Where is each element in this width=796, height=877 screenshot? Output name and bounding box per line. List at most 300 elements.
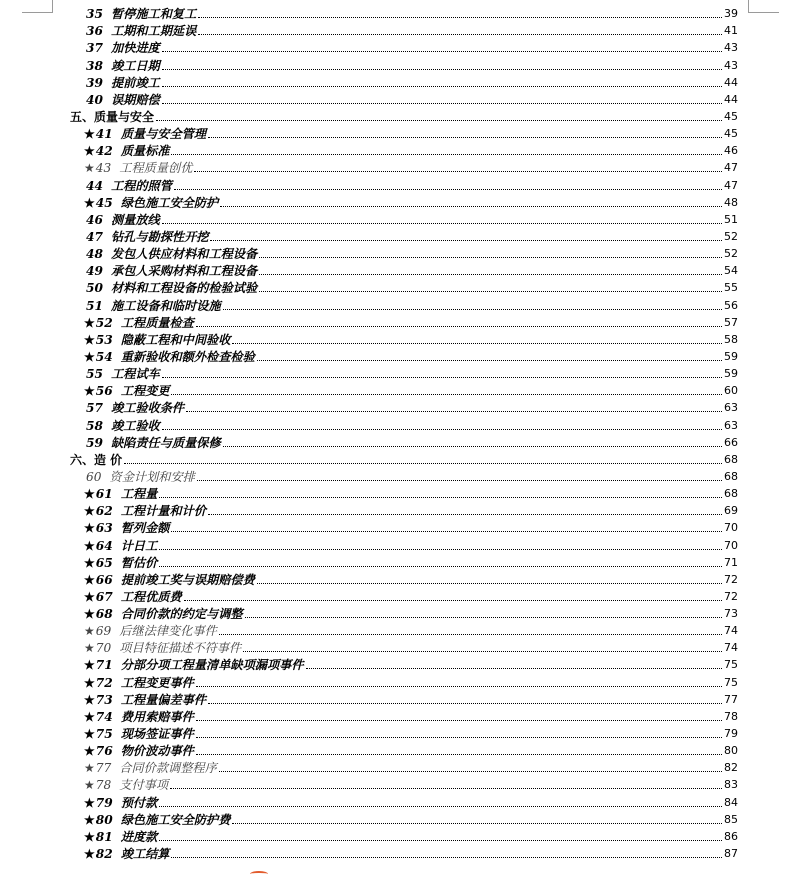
dot-leader bbox=[171, 154, 722, 155]
toc-entry-title: 测量放线 bbox=[110, 212, 160, 227]
toc-entry-number: 56 bbox=[95, 384, 113, 399]
dot-leader bbox=[159, 549, 722, 550]
toc-entry-label bbox=[70, 144, 169, 158]
toc-entry[interactable] bbox=[70, 433, 738, 450]
toc-page-number: 43 bbox=[724, 41, 738, 55]
toc-entry-title: 工程质量创优 bbox=[119, 161, 193, 176]
dot-leader bbox=[184, 600, 722, 601]
toc-entry-title: 误期赔偿 bbox=[110, 92, 160, 107]
toc-entry-title: 暂列金额 bbox=[120, 521, 170, 536]
toc-entry-number: 63 bbox=[95, 521, 113, 536]
toc-entry[interactable] bbox=[70, 810, 738, 827]
toc-page-number: 56 bbox=[724, 298, 738, 312]
toc-entry-title: 现场签证事件 bbox=[120, 727, 194, 742]
toc-entry-title: 加快进度 bbox=[110, 41, 160, 56]
toc-entry-label bbox=[70, 333, 230, 347]
toc-entry-label bbox=[70, 316, 194, 330]
toc-entry-number: 59 bbox=[86, 435, 103, 450]
toc-entry[interactable] bbox=[70, 553, 738, 570]
toc-entry[interactable] bbox=[70, 124, 738, 141]
toc-entry[interactable] bbox=[70, 158, 738, 175]
toc-page-number: 47 bbox=[724, 178, 738, 192]
toc-entry-number: 45 bbox=[95, 195, 113, 210]
star-icon: ★ bbox=[84, 795, 95, 810]
toc-entry-label bbox=[70, 676, 194, 690]
toc-entry-number: 38 bbox=[86, 58, 103, 73]
toc-page-number: 44 bbox=[724, 92, 738, 106]
toc-entry-title: 物价波动事件 bbox=[120, 744, 194, 759]
toc-page-number: 52 bbox=[724, 229, 738, 243]
toc-page-number: 59 bbox=[724, 349, 738, 363]
toc-entry[interactable] bbox=[70, 792, 738, 809]
dot-leader bbox=[162, 103, 722, 104]
toc-entry-number: 47 bbox=[86, 229, 103, 244]
toc-entry-title: 绿色施工安全防护费 bbox=[120, 812, 231, 827]
toc-entry-title: 竣工结算 bbox=[120, 847, 170, 862]
table-of-contents bbox=[70, 4, 738, 861]
toc-entry[interactable] bbox=[70, 261, 738, 278]
toc-entry-title: 提前竣工 bbox=[110, 75, 160, 90]
toc-entry-label bbox=[70, 556, 157, 570]
toc-entry-title: 工程质量检查 bbox=[120, 315, 194, 330]
toc-entry-title: 工期和工期延误 bbox=[110, 24, 197, 39]
toc-entry-number: 35 bbox=[86, 7, 103, 22]
toc-entry[interactable] bbox=[70, 227, 738, 244]
toc-page-number: 54 bbox=[724, 264, 738, 278]
toc-entry[interactable] bbox=[70, 638, 738, 655]
toc-entry[interactable] bbox=[70, 655, 738, 672]
toc-entry[interactable] bbox=[70, 90, 738, 107]
toc-entry-number: 61 bbox=[95, 487, 113, 502]
star-icon: ★ bbox=[84, 349, 95, 364]
dot-leader bbox=[232, 343, 722, 344]
toc-entry-label bbox=[70, 590, 182, 604]
toc-entry-title: 资金计划和安排 bbox=[109, 469, 195, 484]
dot-leader bbox=[208, 514, 722, 515]
star-icon: ★ bbox=[84, 641, 95, 656]
toc-entry[interactable] bbox=[70, 570, 738, 587]
dot-leader bbox=[208, 703, 722, 704]
dot-leader bbox=[124, 463, 722, 464]
dot-leader bbox=[196, 326, 722, 327]
toc-page-number: 68 bbox=[724, 452, 738, 466]
toc-entry[interactable] bbox=[70, 518, 738, 535]
toc-page-number: 75 bbox=[724, 675, 738, 689]
toc-entry-label bbox=[70, 161, 192, 175]
dot-leader bbox=[243, 651, 722, 652]
dot-leader bbox=[220, 206, 722, 207]
toc-section-heading[interactable] bbox=[70, 450, 738, 467]
toc-entry-number: 67 bbox=[95, 589, 113, 604]
toc-entry[interactable] bbox=[70, 295, 738, 312]
toc-entry-number: 50 bbox=[86, 281, 103, 296]
toc-entry-number: 57 bbox=[86, 401, 103, 416]
toc-entry-label bbox=[70, 367, 160, 381]
toc-entry-number: 73 bbox=[95, 692, 113, 707]
toc-entry[interactable] bbox=[70, 278, 738, 295]
star-icon: ★ bbox=[84, 624, 95, 639]
toc-entry-number: 70 bbox=[95, 641, 112, 656]
dot-leader bbox=[232, 823, 722, 824]
dot-leader bbox=[162, 223, 722, 224]
toc-entry-label bbox=[70, 693, 206, 707]
toc-entry[interactable] bbox=[70, 313, 738, 330]
toc-entry[interactable] bbox=[70, 415, 738, 432]
toc-entry-title: 工程变更 bbox=[120, 384, 170, 399]
star-icon: ★ bbox=[84, 761, 95, 776]
toc-entry-title: 施工设备和临时设施 bbox=[110, 298, 221, 313]
toc-page-number: 87 bbox=[724, 847, 738, 861]
toc-entry-title: 预付款 bbox=[120, 795, 158, 810]
toc-page-number: 82 bbox=[724, 761, 738, 775]
toc-page-number: 52 bbox=[724, 247, 738, 261]
toc-page-number: 63 bbox=[724, 418, 738, 432]
toc-entry[interactable] bbox=[70, 844, 738, 861]
toc-entry-title: 分部分项工程量清单缺项漏项事件 bbox=[120, 658, 304, 673]
toc-entry-label bbox=[70, 710, 194, 724]
toc-entry-title: 合同价款调整程序 bbox=[119, 761, 217, 776]
dot-leader bbox=[259, 291, 722, 292]
toc-entry-number: 48 bbox=[86, 247, 103, 262]
toc-page-number: 74 bbox=[724, 641, 738, 655]
star-icon: ★ bbox=[84, 744, 95, 759]
toc-page-number: 79 bbox=[724, 727, 738, 741]
dot-leader bbox=[162, 377, 722, 378]
toc-entry-label bbox=[70, 93, 160, 107]
toc-page-number: 74 bbox=[724, 624, 738, 638]
toc-entry[interactable] bbox=[70, 21, 738, 38]
toc-entry[interactable] bbox=[70, 330, 738, 347]
toc-entry-label bbox=[70, 299, 221, 313]
toc-page-number: 84 bbox=[724, 795, 738, 809]
toc-entry-title: 工程优质费 bbox=[120, 589, 182, 604]
toc-page-number: 72 bbox=[724, 572, 738, 586]
toc-entry-number: 53 bbox=[95, 332, 113, 347]
star-icon: ★ bbox=[84, 812, 95, 827]
toc-entry-title: 隐蔽工程和中间验收 bbox=[120, 332, 231, 347]
dot-leader bbox=[171, 857, 722, 858]
toc-entry-title: 缺陷责任与质量保修 bbox=[110, 435, 221, 450]
toc-entry-title: 进度款 bbox=[120, 829, 158, 844]
toc-entry-number: 46 bbox=[86, 212, 103, 227]
toc-page-number: 41 bbox=[724, 24, 738, 38]
toc-entry-number: 44 bbox=[86, 178, 103, 193]
toc-entry-label bbox=[70, 744, 194, 758]
dot-leader bbox=[259, 257, 722, 258]
toc-entry-number: 65 bbox=[95, 555, 113, 570]
toc-entry-title: 钻孔与勘探性开挖 bbox=[110, 229, 209, 244]
toc-entry[interactable] bbox=[70, 193, 738, 210]
toc-entry-title: 重新验收和额外检查检验 bbox=[120, 349, 255, 364]
toc-entry-number: 60 bbox=[86, 469, 102, 484]
star-icon: ★ bbox=[84, 315, 95, 330]
dot-leader bbox=[174, 189, 722, 190]
dot-leader bbox=[219, 771, 722, 772]
dot-leader bbox=[196, 737, 722, 738]
toc-page-number: 71 bbox=[724, 555, 738, 569]
toc-entry-label bbox=[70, 401, 184, 415]
dot-leader bbox=[196, 720, 722, 721]
toc-entry-number: 69 bbox=[95, 624, 112, 639]
toc-entry-title: 质量标准 bbox=[120, 144, 170, 159]
toc-entry-number: 39 bbox=[86, 75, 103, 90]
toc-page-number: 85 bbox=[724, 812, 738, 826]
dot-leader bbox=[219, 634, 722, 635]
toc-entry[interactable] bbox=[70, 4, 738, 21]
toc-entry[interactable] bbox=[70, 587, 738, 604]
toc-entry[interactable] bbox=[70, 73, 738, 90]
toc-page-number: 46 bbox=[724, 144, 738, 158]
toc-entry[interactable] bbox=[70, 535, 738, 552]
toc-entry-number: 78 bbox=[95, 778, 112, 793]
toc-entry-label bbox=[70, 658, 304, 672]
toc-page-number: 83 bbox=[724, 778, 738, 792]
toc-entry-label bbox=[70, 847, 169, 861]
red-ink-mark bbox=[250, 871, 268, 877]
toc-entry-number: 71 bbox=[95, 658, 113, 673]
star-icon: ★ bbox=[84, 675, 95, 690]
toc-entry-label bbox=[70, 7, 196, 21]
toc-entry-title: 工程量 bbox=[120, 487, 158, 502]
star-icon: ★ bbox=[84, 847, 95, 862]
star-icon: ★ bbox=[84, 572, 95, 587]
toc-entry[interactable] bbox=[70, 398, 738, 415]
dot-leader bbox=[223, 446, 722, 447]
toc-entry-label bbox=[70, 247, 257, 261]
toc-entry-number: 54 bbox=[95, 349, 113, 364]
dot-leader bbox=[156, 120, 722, 121]
star-icon: ★ bbox=[84, 692, 95, 707]
dot-leader bbox=[170, 788, 722, 789]
dot-leader bbox=[171, 531, 722, 532]
dot-leader bbox=[171, 394, 722, 395]
toc-entry-title: 竣工验收 bbox=[110, 418, 160, 433]
star-icon: ★ bbox=[84, 709, 95, 724]
toc-entry[interactable] bbox=[70, 364, 738, 381]
toc-entry[interactable] bbox=[70, 347, 738, 364]
toc-entry[interactable] bbox=[70, 672, 738, 689]
dot-leader bbox=[245, 617, 722, 618]
toc-entry[interactable] bbox=[70, 210, 738, 227]
toc-entry[interactable] bbox=[70, 175, 738, 192]
star-icon: ★ bbox=[84, 504, 95, 519]
toc-page-number: 73 bbox=[724, 607, 738, 621]
toc-page-number: 68 bbox=[724, 469, 738, 483]
toc-page-number: 58 bbox=[724, 332, 738, 346]
toc-entry[interactable] bbox=[70, 758, 738, 775]
toc-entry-number: 68 bbox=[95, 607, 113, 622]
toc-entry[interactable] bbox=[70, 775, 738, 792]
toc-entry-title: 六、造 价 bbox=[70, 452, 123, 467]
dot-leader bbox=[257, 583, 722, 584]
toc-entry-label bbox=[70, 641, 241, 655]
toc-entry-label bbox=[70, 41, 160, 55]
dot-leader bbox=[257, 360, 722, 361]
dot-leader bbox=[186, 411, 722, 412]
toc-entry[interactable] bbox=[70, 467, 738, 484]
toc-page-number: 86 bbox=[724, 829, 738, 843]
toc-page-number: 57 bbox=[724, 315, 738, 329]
dot-leader bbox=[196, 754, 722, 755]
toc-entry[interactable] bbox=[70, 501, 738, 518]
toc-entry-label bbox=[70, 230, 208, 244]
toc-entry[interactable] bbox=[70, 741, 738, 758]
toc-entry[interactable] bbox=[70, 690, 738, 707]
star-icon: ★ bbox=[84, 589, 95, 604]
dot-leader bbox=[159, 497, 722, 498]
toc-entry-number: 40 bbox=[86, 92, 103, 107]
star-icon: ★ bbox=[84, 144, 95, 159]
toc-page-number: 45 bbox=[724, 109, 738, 123]
toc-entry-number: 81 bbox=[95, 829, 113, 844]
toc-entry-label bbox=[70, 521, 169, 535]
toc-page-number: 60 bbox=[724, 384, 738, 398]
toc-entry-number: 36 bbox=[86, 24, 103, 39]
toc-entry-label bbox=[70, 110, 154, 124]
toc-page-number: 59 bbox=[724, 367, 738, 381]
dot-leader bbox=[162, 86, 722, 87]
toc-entry[interactable] bbox=[70, 381, 738, 398]
toc-entry-number: 49 bbox=[86, 264, 103, 279]
toc-page-number: 48 bbox=[724, 195, 738, 209]
toc-entry-label bbox=[70, 350, 255, 364]
page-corner-mark-right bbox=[748, 0, 779, 13]
toc-entry-number: 74 bbox=[95, 709, 113, 724]
toc-page-number: 77 bbox=[724, 692, 738, 706]
dot-leader bbox=[306, 668, 722, 669]
dot-leader bbox=[198, 17, 722, 18]
dot-leader bbox=[159, 806, 722, 807]
star-icon: ★ bbox=[84, 555, 95, 570]
toc-page-number: 78 bbox=[724, 709, 738, 723]
toc-entry-label bbox=[70, 504, 206, 518]
toc-entry-title: 工程试车 bbox=[110, 367, 160, 382]
star-icon: ★ bbox=[84, 384, 95, 399]
toc-page-number: 66 bbox=[724, 435, 738, 449]
toc-entry-title: 工程量偏差事件 bbox=[120, 692, 207, 707]
toc-entry-number: 79 bbox=[95, 795, 113, 810]
toc-entry-label bbox=[70, 727, 194, 741]
toc-entry-title: 材料和工程设备的检验试验 bbox=[110, 281, 258, 296]
toc-entry-title: 项目特征描述不符事件 bbox=[119, 641, 242, 656]
toc-entry-title: 支付事项 bbox=[119, 778, 169, 793]
toc-entry[interactable] bbox=[70, 141, 738, 158]
toc-entry-label bbox=[70, 127, 206, 141]
dot-leader bbox=[208, 137, 722, 138]
toc-entry[interactable] bbox=[70, 621, 738, 638]
toc-entry[interactable] bbox=[70, 827, 738, 844]
star-icon: ★ bbox=[84, 161, 95, 176]
toc-page-number: 51 bbox=[724, 212, 738, 226]
star-icon: ★ bbox=[84, 607, 95, 622]
toc-entry-number: 41 bbox=[95, 127, 113, 142]
toc-page-number: 47 bbox=[724, 161, 738, 175]
toc-page-number: 63 bbox=[724, 401, 738, 415]
star-icon: ★ bbox=[84, 658, 95, 673]
toc-entry-title: 费用索赔事件 bbox=[120, 709, 194, 724]
dot-leader bbox=[194, 171, 722, 172]
toc-entry-title: 竣工日期 bbox=[110, 58, 160, 73]
dot-leader bbox=[210, 240, 722, 241]
toc-entry-title: 暂估价 bbox=[120, 555, 158, 570]
toc-entry-label bbox=[70, 573, 255, 587]
star-icon: ★ bbox=[84, 829, 95, 844]
star-icon: ★ bbox=[84, 332, 95, 347]
toc-entry-title: 计日工 bbox=[120, 538, 158, 553]
toc-entry[interactable] bbox=[70, 707, 738, 724]
toc-entry-label bbox=[70, 539, 157, 553]
toc-entry-title: 后继法律变化事件 bbox=[119, 624, 217, 639]
toc-entry-label bbox=[70, 487, 157, 501]
toc-entry-number: 37 bbox=[86, 41, 103, 56]
toc-page-number: 70 bbox=[724, 538, 738, 552]
toc-entry-number: 75 bbox=[95, 727, 113, 742]
star-icon: ★ bbox=[84, 538, 95, 553]
toc-entry-label bbox=[70, 470, 195, 484]
toc-entry[interactable] bbox=[70, 604, 738, 621]
toc-entry-label bbox=[70, 264, 257, 278]
dot-leader bbox=[162, 429, 722, 430]
toc-entry[interactable] bbox=[70, 484, 738, 501]
toc-page-number: 43 bbox=[724, 58, 738, 72]
toc-entry-label bbox=[70, 179, 172, 193]
toc-entry-number: 76 bbox=[95, 744, 113, 759]
toc-entry[interactable] bbox=[70, 724, 738, 741]
page-corner-mark-left bbox=[22, 0, 53, 13]
toc-entry-number: 55 bbox=[86, 367, 103, 382]
toc-entry-label bbox=[70, 813, 230, 827]
star-icon: ★ bbox=[84, 195, 95, 210]
toc-entry[interactable] bbox=[70, 244, 738, 261]
dot-leader bbox=[196, 686, 722, 687]
toc-entry-label bbox=[70, 607, 243, 621]
toc-entry-title: 承包人采购材料和工程设备 bbox=[110, 264, 258, 279]
toc-entry-title: 竣工验收条件 bbox=[110, 401, 185, 416]
toc-entry-label bbox=[70, 796, 157, 810]
toc-entry-label bbox=[70, 436, 221, 450]
toc-page-number: 44 bbox=[724, 75, 738, 89]
star-icon: ★ bbox=[84, 521, 95, 536]
toc-page-number: 80 bbox=[724, 744, 738, 758]
toc-entry-title: 五、质量与安全 bbox=[70, 109, 155, 124]
toc-entry-title: 发包人供应材料和工程设备 bbox=[110, 247, 258, 262]
toc-section-heading[interactable] bbox=[70, 107, 738, 124]
toc-entry-title: 提前竣工奖与误期赔偿费 bbox=[120, 572, 255, 587]
toc-entry-label bbox=[70, 453, 122, 467]
toc-entry[interactable] bbox=[70, 38, 738, 55]
star-icon: ★ bbox=[84, 487, 95, 502]
toc-entry-label bbox=[70, 778, 168, 792]
dot-leader bbox=[159, 566, 722, 567]
toc-entry-number: 77 bbox=[95, 761, 112, 776]
dot-leader bbox=[259, 274, 722, 275]
toc-entry-label bbox=[70, 419, 160, 433]
dot-leader bbox=[223, 309, 722, 310]
toc-entry-number: 66 bbox=[95, 572, 113, 587]
toc-entry[interactable] bbox=[70, 55, 738, 72]
star-icon: ★ bbox=[84, 778, 95, 793]
dot-leader bbox=[162, 69, 722, 70]
toc-entry-label bbox=[70, 76, 160, 90]
toc-entry-number: 62 bbox=[95, 504, 113, 519]
dot-leader bbox=[197, 480, 722, 481]
toc-entry-title: 绿色施工安全防护 bbox=[120, 195, 219, 210]
toc-entry-title: 暂停施工和复工 bbox=[110, 7, 197, 22]
toc-page-number: 72 bbox=[724, 589, 738, 603]
toc-entry-title: 合同价款的约定与调整 bbox=[120, 607, 243, 622]
toc-entry-label bbox=[70, 24, 196, 38]
toc-page-number: 55 bbox=[724, 281, 738, 295]
